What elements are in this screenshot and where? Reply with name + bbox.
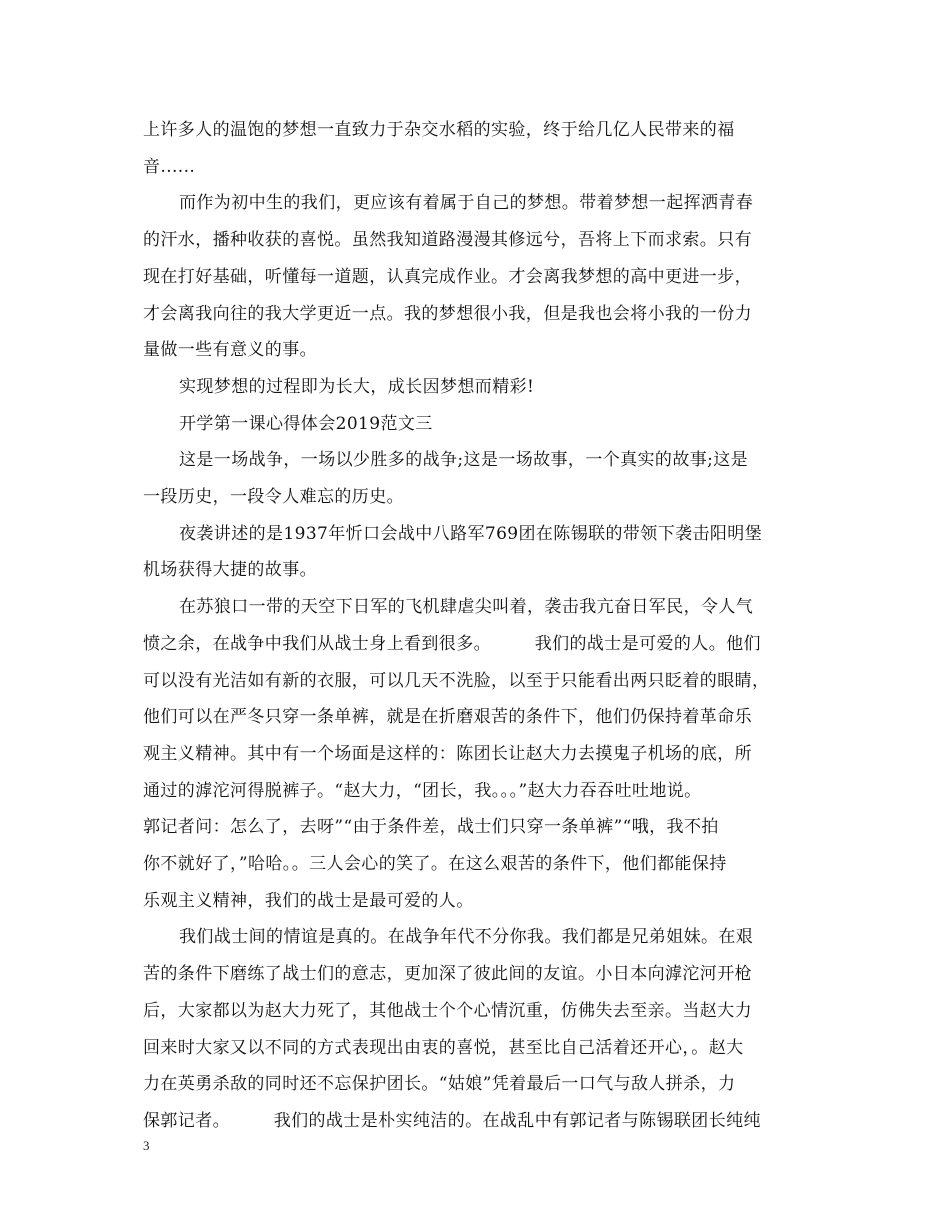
page-number: 3 [143, 1138, 150, 1153]
text-line: 在苏狼口一带的天空下日军的飞机肆虐尖叫着，袭击我亢奋日军民，令人气 [179, 597, 754, 618]
text-line: 你不就好了，”哈哈。。三人会心的笑了。在这么艰苦的条件下，他们都能保持 [143, 854, 727, 875]
text-line: 保郭记者。 我们的战士是朴实纯洁的。在战乱中有郭记者与陈锡联团长纯纯 [143, 1110, 761, 1131]
text-line: 实现梦想的过程即为长大，成长因梦想而精彩! [179, 376, 535, 397]
text-line: 才会离我向往的我大学更近一点。我的梦想很小我，但是我也会将小我的一份力 [143, 303, 752, 324]
text-line: 力在英勇杀敌的同时还不忘保护团长。“姑娘”凭着最后一口气与敌人拼杀，力 [143, 1074, 736, 1095]
text-line: 机场获得大捷的故事。 [143, 560, 317, 581]
text-line: 观主义精神。其中有一个场面是这样的：陈团长让赵大力去摸鬼子机场的底，所 [143, 743, 752, 764]
text-line: 而作为初中生的我们，更应该有着属于自己的梦想。带着梦想一起挥洒青春 [179, 193, 754, 214]
text-line: 开学第一课心得体会2019范文三 [179, 413, 433, 434]
text-line: 通过的滹沱河得脱裤子。“赵大力，“团长，我。。。”赵大力吞吞吐吐地说。 [143, 780, 702, 801]
text-line: 我们战士间的情谊是真的。在战争年代不分你我。我们都是兄弟姐妹。在艰 [179, 927, 754, 948]
text-line: 这是一场战争，一场以少胜多的战争;这是一场故事，一个真实的故事;这是 [179, 450, 749, 471]
text-line: 音...... [143, 156, 196, 177]
text-line: 郭记者问：怎么了，去呀”“由于条件差，战士们只穿一条单裤”“哦，我不拍 [143, 817, 719, 838]
text-line: 他们可以在严冬只穿一条单裤，就是在折磨艰苦的条件下，他们仍保持着革命乐 [143, 707, 752, 728]
text-line: 苦的条件下磨练了战士们的意志，更加深了彼此间的友谊。小日本向滹沱河开枪 [143, 964, 752, 985]
text-line: 一段历史，一段令人难忘的历史。 [143, 487, 404, 508]
text-line: 现在打好基础，听懂每一道题，认真完成作业。才会离我梦想的高中更进一步， [143, 266, 752, 287]
text-line: 回来时大家又以不同的方式表现出由衷的喜悦，甚至比自己活着还开心，。赵大 [143, 1037, 744, 1058]
text-line: 愤之余，在战争中我们从战士身上看到很多。 我们的战士是可爱的人。他们 [143, 633, 761, 654]
text-line: 可以没有光洁如有新的衣服，可以几天不洗脸，以至于只能看出两只眨着的眼睛， [143, 670, 770, 691]
text-line: 量做一些有意义的事。 [143, 340, 317, 361]
body-text [143, 112, 813, 1140]
text-line: 后，大家都以为赵大力死了，其他战士个个心情沉重，仿佛失去至亲。当赵大力 [143, 1000, 752, 1021]
text-line: 的汗水，播种收获的喜悦。虽然我知道路漫漫其修远兮，吾将上下而求索。只有 [143, 230, 752, 251]
text-line: 夜袭讲述的是1937年忻口会战中八路军769团在陈锡联的带领下袭击阳明堡 [179, 523, 763, 544]
text-line: 上许多人的温饱的梦想一直致力于杂交水稻的实验，终于给几亿人民带来的福 [143, 120, 735, 140]
text-line: 乐观主义精神，我们的战士是最可爱的人。 [143, 890, 474, 911]
